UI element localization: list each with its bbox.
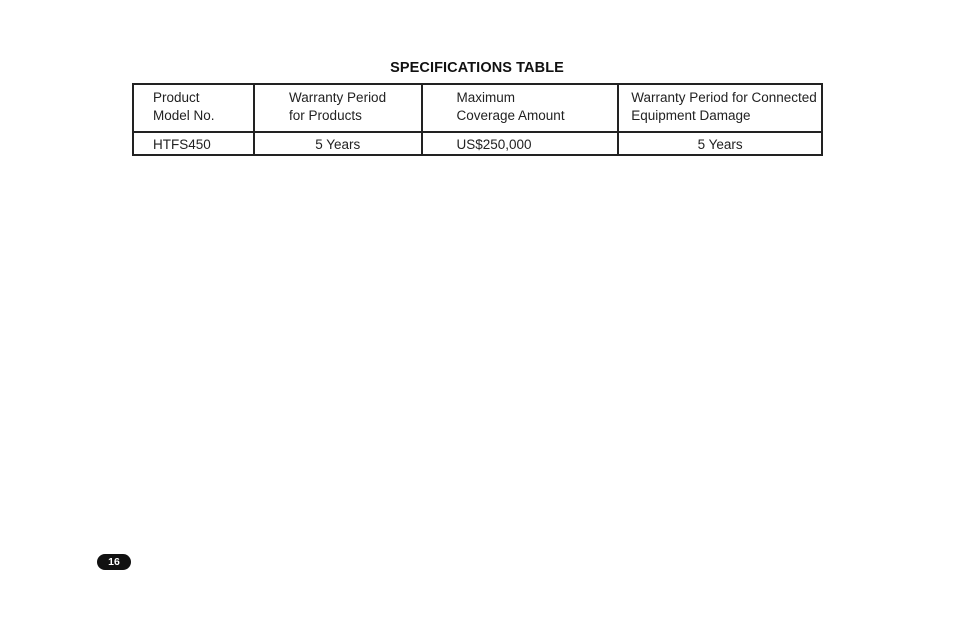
header-equipment-line2: Equipment Damage (631, 108, 751, 123)
specifications-table-title: SPECIFICATIONS TABLE (390, 60, 564, 76)
specifications-table (132, 83, 823, 156)
header-model-line1: Product (153, 90, 200, 105)
header-equipment-line1: Warranty Period for Connected (631, 90, 817, 105)
header-cell-equipment-damage (618, 84, 822, 132)
table-header-row (133, 84, 822, 132)
model-number-value: HTFS450 (153, 137, 211, 152)
header-cell-coverage (422, 84, 619, 132)
table-row (133, 132, 822, 155)
coverage-amount-value: US$250,000 (456, 137, 532, 152)
cell-warranty-products (254, 132, 421, 155)
header-coverage-line2: Coverage Amount (456, 108, 565, 123)
warranty-products-value: 5 Years (315, 137, 361, 152)
header-warranty-line2: for Products (289, 108, 362, 123)
header-model-line2: Model No. (153, 108, 215, 123)
cell-model-number (133, 132, 254, 155)
cell-equipment-damage (618, 132, 822, 155)
header-cell-warranty-products (254, 84, 421, 132)
cell-coverage-amount (422, 132, 619, 155)
header-coverage-line1: Maximum (456, 90, 516, 105)
header-warranty-line1: Warranty Period (289, 90, 387, 105)
page-number-badge: 16 (97, 554, 131, 570)
equipment-damage-value: 5 Years (697, 137, 743, 152)
header-cell-model (133, 84, 254, 132)
